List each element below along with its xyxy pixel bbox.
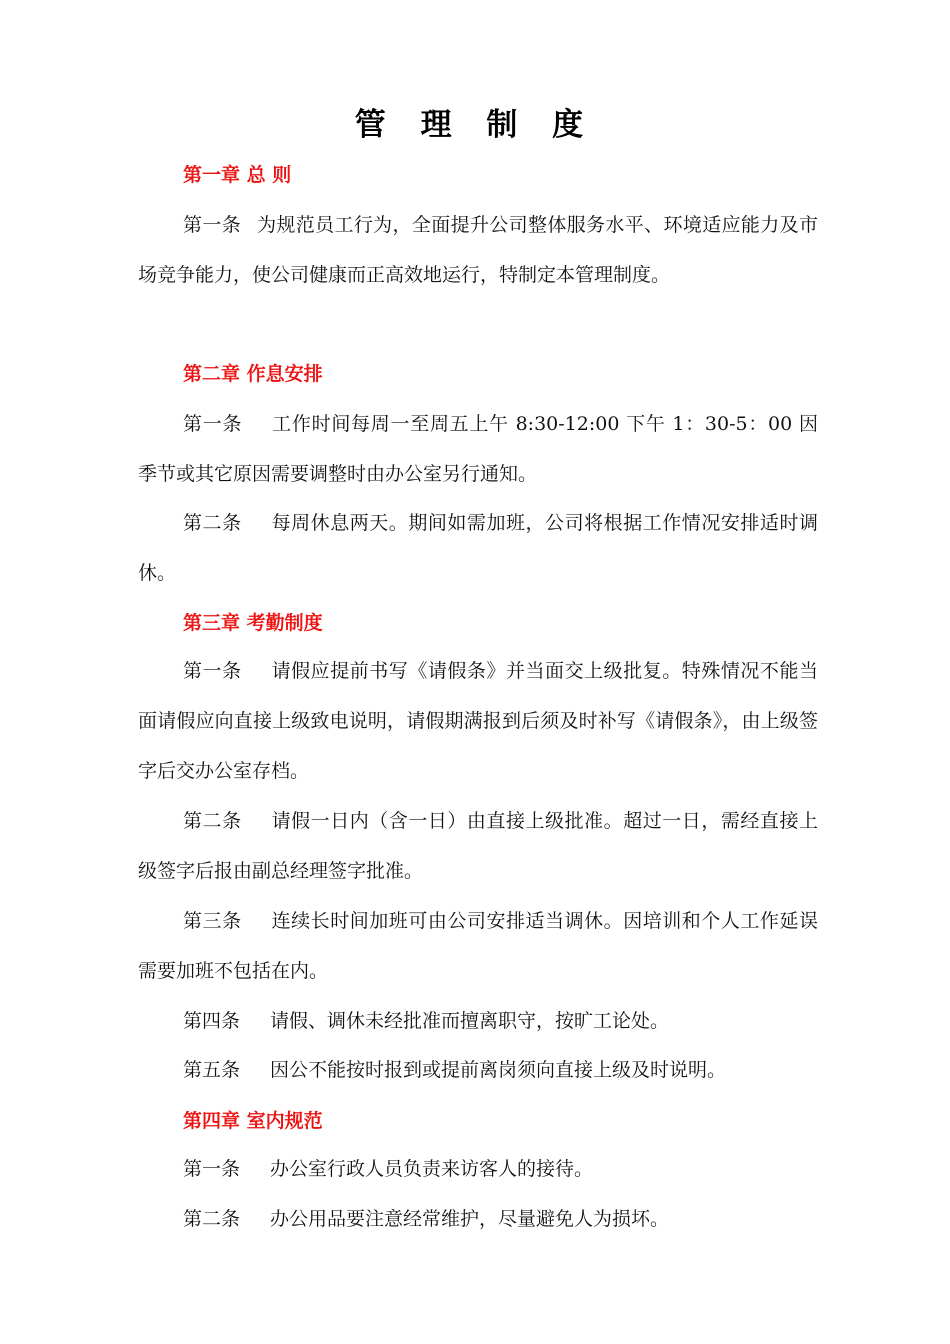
article-paragraph: [138, 498, 818, 598]
article-text: 连续长时间加班可由公司安排适当调休。因培训和个人工作延误需要加班不包括在内。: [138, 910, 818, 982]
article-text: 请假应提前书写《请假条》并当面交上级批复。特殊情况不能当面请假应向直接上级致电说明，请假期满报到后须及时补写《请假条》，由上级签字后交办公室存档。: [138, 660, 818, 782]
article-number: 第二条: [183, 810, 242, 832]
article-text: 工作时间每周一至周五上午 8:30-12:00 下午 1：30-5：00 因季节或其它原因需要调整时由办公室另行通知。: [138, 413, 818, 485]
chapter-heading: 第三章 考勤制度: [183, 612, 323, 634]
article-text: 每周休息两天。期间如需加班，公司将根据工作情况安排适时调休。: [138, 512, 818, 584]
article-text: 办公用品要注意经常维护，尽量避免人为损坏。: [270, 1208, 670, 1230]
article-paragraph: [138, 796, 818, 896]
chapter-heading: 第二章 作息安排: [183, 363, 323, 385]
article-number: 第四条: [183, 1010, 241, 1032]
article-number: 第一条: [183, 413, 243, 435]
article-number: 第二条: [183, 1208, 241, 1230]
article-paragraph: [138, 996, 818, 1046]
article-paragraph: [138, 200, 818, 300]
article-paragraph: [138, 1045, 818, 1095]
article-number: 第五条: [183, 1059, 241, 1081]
article-text: 请假一日内（含一日）由直接上级批准。超过一日，需经直接上级签字后报由副总经理签字批准。: [138, 810, 818, 882]
article-text: 为规范员工行为，全面提升公司整体服务水平、环境适应能力及市场竞争能力，使公司健康而正高效地运行，特制定本管理制度。: [138, 214, 818, 286]
article-paragraph: [138, 1144, 818, 1194]
article-text: 请假、调休未经批准而擅离职守，按旷工论处。: [270, 1010, 670, 1032]
article-text: 因公不能按时报到或提前离岗须向直接上级及时说明。: [270, 1059, 727, 1081]
chapter-heading: 第四章 室内规范: [183, 1110, 323, 1132]
article-number: 第一条: [183, 214, 242, 236]
article-text: 办公室行政人员负责来访客人的接待。: [270, 1158, 594, 1180]
chapter-heading: 第一章 总 则: [183, 164, 292, 186]
document-title: 管 理 制 度: [354, 107, 596, 143]
article-paragraph: [138, 646, 818, 796]
article-number: 第一条: [183, 1158, 241, 1180]
article-number: 第一条: [183, 660, 242, 682]
article-paragraph: [138, 1194, 818, 1244]
article-paragraph: [138, 399, 818, 499]
article-paragraph: [138, 896, 818, 996]
article-number: 第二条: [183, 512, 242, 534]
article-number: 第三条: [183, 910, 242, 932]
